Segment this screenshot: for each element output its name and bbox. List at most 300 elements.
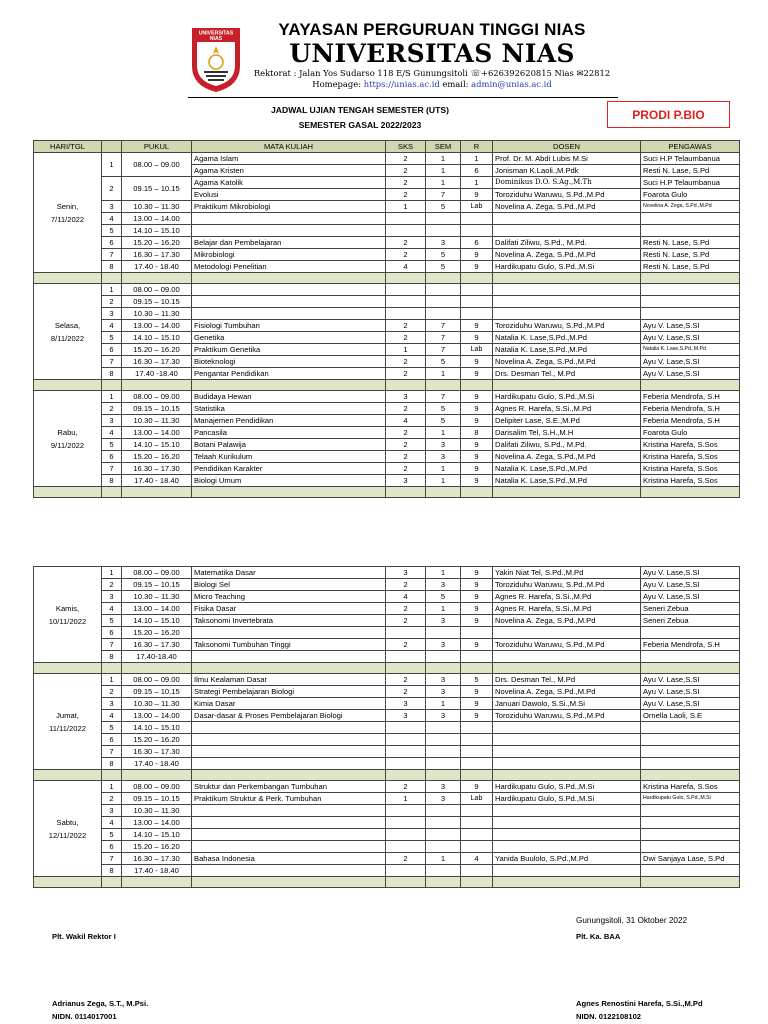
course-sem: 1 (426, 853, 461, 865)
course-sem: 1 (426, 567, 461, 579)
proctor: Foarota Gulo (641, 427, 740, 439)
course-sks: 2 (386, 332, 426, 344)
lecturer (493, 308, 641, 320)
separator-cell (102, 663, 122, 674)
course-room: 9 (461, 332, 493, 344)
lecturer: Dalifati Ziliwu, S.Pd., M.Pd. (493, 237, 641, 249)
slot-number: 8 (102, 758, 122, 770)
course-name (192, 651, 386, 663)
lecturer (493, 734, 641, 746)
slot-number: 5 (102, 829, 122, 841)
course-sem (426, 865, 461, 877)
slot-number: 2 (102, 177, 122, 201)
slot-time: 15.20 – 16.20 (122, 451, 192, 463)
separator-cell (461, 877, 493, 888)
lecturer: Agnes R. Harefa, S.Si.,M.Pd (493, 403, 641, 415)
proctor: Resti N. Lase, S.Pd (641, 249, 740, 261)
course-sem: 7 (426, 320, 461, 332)
separator-cell (192, 487, 386, 498)
table-row (34, 567, 740, 579)
course-name: Mikrobiologi (192, 249, 386, 261)
left-signatory-title: Plt. Wakil Rektor I (52, 932, 116, 941)
lecturer: Toroziduhu Waruwu, S.Pd.,M.Pd (493, 320, 641, 332)
slot-time: 10.30 – 11.30 (122, 415, 192, 427)
separator-cell (192, 877, 386, 888)
course-name (192, 213, 386, 225)
proctor (641, 627, 740, 639)
slot-number: 7 (102, 249, 122, 261)
svg-text:UNIVERSITAS: UNIVERSITAS (198, 30, 234, 37)
proctor: Foarota Gulo (641, 189, 740, 201)
course-sem: 3 (426, 579, 461, 591)
separator-cell (34, 770, 102, 781)
slot-number: 3 (102, 308, 122, 320)
email-link[interactable]: admin@unias.ac.id (471, 79, 552, 89)
course-sem: 5 (426, 356, 461, 368)
lecturer: Yakin Niat Tel, S.Pd.,M.Pd (493, 567, 641, 579)
slot-time: 17.40 - 18.40 (122, 261, 192, 273)
course-sks: 2 (386, 427, 426, 439)
university-logo (188, 26, 244, 94)
slot-number: 5 (102, 332, 122, 344)
slot-number: 4 (102, 603, 122, 615)
slot-time: 16.30 – 17.30 (122, 463, 192, 475)
lecturer: Drs. Desman Tel., M.Pd (493, 674, 641, 686)
course-sks: 2 (386, 153, 426, 165)
lecturer: Jonisman K.Laoli.,M.Pdk (493, 165, 641, 177)
course-sem (426, 841, 461, 853)
slot-number: 2 (102, 296, 122, 308)
table-row (34, 639, 740, 651)
slot-time: 10.30 – 11.30 (122, 591, 192, 603)
course-sem: 3 (426, 674, 461, 686)
slot-number: 7 (102, 746, 122, 758)
lecturer (493, 284, 641, 296)
separator-cell (122, 877, 192, 888)
lecturer: Prof. Dr. M. Abdi Lubis M.Si (493, 153, 641, 165)
course-sks: 2 (386, 686, 426, 698)
course-sem (426, 296, 461, 308)
col-mata-kuliah: MATA KULIAH (192, 141, 386, 153)
slot-time: 13.00 – 14.00 (122, 817, 192, 829)
course-name (192, 734, 386, 746)
course-sem (426, 734, 461, 746)
slot-time: 13.00 – 14.00 (122, 427, 192, 439)
course-name: Dasar-dasar & Proses Pembelajaran Biologi (192, 710, 386, 722)
course-room (461, 841, 493, 853)
course-sks: 2 (386, 853, 426, 865)
separator-cell (493, 877, 641, 888)
proctor (641, 284, 740, 296)
course-room: 9 (461, 189, 493, 201)
slot-time: 14.10 – 15.10 (122, 615, 192, 627)
course-room (461, 734, 493, 746)
table-row (34, 344, 740, 356)
course-room: 9 (461, 567, 493, 579)
lecturer: Toroziduhu Waruwu, S.Pd.,M.Pd (493, 710, 641, 722)
lecturer: Hardikupatu Gulo, S.Pd.,M.Si (493, 391, 641, 403)
course-sem: 7 (426, 344, 461, 356)
slot-time: 08.00 – 09.00 (122, 284, 192, 296)
course-sks (386, 734, 426, 746)
place-date: Gunungsitoli, 31 Oktober 2022 (576, 916, 688, 925)
lecturer: Delipiter Lase, S.E.,M.Pd (493, 415, 641, 427)
proctor: Seneri Zebua (641, 603, 740, 615)
course-sks: 2 (386, 177, 426, 189)
proctor: Dwi Sanjaya Lase, S.Pd (641, 853, 740, 865)
separator-cell (386, 273, 426, 284)
slot-number: 8 (102, 865, 122, 877)
course-sem: 7 (426, 189, 461, 201)
lecturer: Hardikupatu Gulo, S.Pd.,M.Si (493, 261, 641, 273)
slot-number: 6 (102, 451, 122, 463)
separator-cell (122, 663, 192, 674)
course-sks: 3 (386, 710, 426, 722)
slot-number: 3 (102, 698, 122, 710)
course-room: 9 (461, 463, 493, 475)
course-sks: 3 (386, 475, 426, 487)
institution-header (252, 20, 612, 90)
course-name (192, 225, 386, 237)
table-row (34, 698, 740, 710)
lecturer: Natalia K. Lase,S.Pd.,M.Pd (493, 332, 641, 344)
slot-number: 1 (102, 284, 122, 296)
slot-number: 4 (102, 817, 122, 829)
course-sks (386, 829, 426, 841)
table-row (34, 853, 740, 865)
day-date: 9/11/2022 (50, 440, 85, 450)
lecturer: Agnes R. Harefa, S.Si.,M.Pd (493, 603, 641, 615)
course-sks: 2 (386, 603, 426, 615)
course-room: 9 (461, 261, 493, 273)
course-sem: 3 (426, 793, 461, 805)
course-sem (426, 817, 461, 829)
separator-cell (493, 770, 641, 781)
course-name: Telaah Kurikulum (192, 451, 386, 463)
table-row (34, 603, 740, 615)
slot-time: 15.20 – 16.20 (122, 237, 192, 249)
course-room (461, 213, 493, 225)
proctor: Ayu V. Lase,S.SI (641, 567, 740, 579)
separator-cell (493, 487, 641, 498)
day-separator-row (34, 877, 740, 888)
slot-time: 08.00 – 09.00 (122, 674, 192, 686)
proctor (641, 722, 740, 734)
slot-number: 3 (102, 591, 122, 603)
slot-number: 3 (102, 415, 122, 427)
lecturer: Natalia K. Lase,S.Pd.,M.Pd (493, 463, 641, 475)
proctor: Seneri Zebua (641, 615, 740, 627)
course-sks: 1 (386, 793, 426, 805)
slot-number: 5 (102, 722, 122, 734)
course-room (461, 817, 493, 829)
slot-number: 6 (102, 841, 122, 853)
course-room: 9 (461, 781, 493, 793)
schedule-title (250, 103, 470, 133)
separator-cell (386, 770, 426, 781)
proctor (641, 213, 740, 225)
slot-number: 5 (102, 225, 122, 237)
course-name: Pancasila (192, 427, 386, 439)
separator-cell (192, 273, 386, 284)
table-row (34, 201, 740, 213)
course-sks: 2 (386, 189, 426, 201)
course-name: Agama Katolik (192, 177, 386, 189)
course-room (461, 284, 493, 296)
lecturer: Toroziduhu Waruwu, S.Pd.,M.Pd (493, 189, 641, 201)
course-name (192, 722, 386, 734)
course-name: Struktur dan Perkembangan Tumbuhan (192, 781, 386, 793)
separator-cell (192, 663, 386, 674)
table-row (34, 332, 740, 344)
day-date: 8/11/2022 (50, 333, 85, 343)
course-name: Evolusi (192, 189, 386, 201)
lecturer: Yanida Buulolo, S.Pd.,M.Pd (493, 853, 641, 865)
proctor (641, 651, 740, 663)
slot-time: 17.40 - 18.40 (122, 475, 192, 487)
course-name: Botani Palawija (192, 439, 386, 451)
course-name: Taksonomi Tumbuhan Tinggi (192, 639, 386, 651)
slot-time: 10.30 – 11.30 (122, 308, 192, 320)
table-row (34, 463, 740, 475)
separator-cell (461, 273, 493, 284)
table-row (34, 841, 740, 853)
day-separator-row (34, 380, 740, 391)
course-sem: 1 (426, 698, 461, 710)
course-sem: 7 (426, 391, 461, 403)
course-room: 9 (461, 249, 493, 261)
separator-cell (426, 663, 461, 674)
proctor (641, 805, 740, 817)
table-row (34, 710, 740, 722)
proctor (641, 296, 740, 308)
course-name: Agama Islam (192, 153, 386, 165)
course-room: 9 (461, 403, 493, 415)
course-sem (426, 213, 461, 225)
right-signatory-nidn: NIDN. 0122108102 (576, 1012, 642, 1021)
course-sks: 2 (386, 320, 426, 332)
proctor: Novelina A. Zega, S.Pd.,M.Pd (641, 201, 740, 213)
course-name: Micro Teaching (192, 591, 386, 603)
course-name: Biologi Sel (192, 579, 386, 591)
slot-time: 16.30 – 17.30 (122, 249, 192, 261)
table-row (34, 758, 740, 770)
course-name: Pendidikan Karakter (192, 463, 386, 475)
slot-time: 16.30 – 17.30 (122, 853, 192, 865)
contact-line (252, 79, 612, 90)
course-sem: 1 (426, 603, 461, 615)
course-sks: 2 (386, 579, 426, 591)
table-row (34, 415, 740, 427)
course-name: Fisiologi Tumbuhan (192, 320, 386, 332)
course-name: Taksonomi Invertebrata (192, 615, 386, 627)
schedule-table-1 (33, 140, 740, 498)
course-sem (426, 651, 461, 663)
slot-time: 15.20 – 16.20 (122, 734, 192, 746)
course-room (461, 829, 493, 841)
proctor: Kristina Harefa, S.Sos (641, 781, 740, 793)
day-date: 10/11/2022 (48, 616, 87, 626)
proctor: Kristina Harefa, S.Sos (641, 475, 740, 487)
proctor: Ayu V. Lase,S.SI (641, 674, 740, 686)
slot-time: 14.10 – 15.10 (122, 225, 192, 237)
table-row (34, 627, 740, 639)
course-sks (386, 746, 426, 758)
lecturer: Novelina A. Zega, S.Pd.,M.Pd (493, 615, 641, 627)
left-signatory-nidn: NIDN. 0114017001 (52, 1012, 117, 1021)
lecturer (493, 805, 641, 817)
course-name (192, 284, 386, 296)
slot-number: 2 (102, 579, 122, 591)
lecturer: Dominikus D.O. S.Ag.,M.Th (493, 177, 641, 189)
slot-number: 4 (102, 710, 122, 722)
slot-number: 2 (102, 403, 122, 415)
separator-cell (493, 273, 641, 284)
day-cell (34, 781, 102, 877)
slot-number: 4 (102, 427, 122, 439)
address-line: Rektorat : Jalan Yos Sudarso 118 E/S Gunungsitoli ☏+626392620815 Nias ✉22812 (253, 68, 611, 78)
slot-number: 1 (102, 153, 122, 177)
proctor: Feberia Mendrofa, S.H (641, 415, 740, 427)
proctor: Feberia Mendrofa, S.H (641, 639, 740, 651)
course-room: 9 (461, 439, 493, 451)
separator-cell (34, 487, 102, 498)
homepage-label: Homepage: (312, 79, 364, 89)
table-row (34, 225, 740, 237)
table-row (34, 284, 740, 296)
separator-cell (122, 487, 192, 498)
lecturer: Agnes R. Harefa, S.Si.,M.Pd (493, 591, 641, 603)
slot-time: 08.00 – 09.00 (122, 781, 192, 793)
table-row (34, 734, 740, 746)
slot-number: 1 (102, 391, 122, 403)
proctor (641, 817, 740, 829)
slot-number: 5 (102, 439, 122, 451)
slot-time: 16.30 – 17.30 (122, 639, 192, 651)
separator-cell (192, 380, 386, 391)
course-room (461, 758, 493, 770)
course-sks (386, 817, 426, 829)
course-name: Praktikum Genetika (192, 344, 386, 356)
course-name (192, 758, 386, 770)
course-name (192, 817, 386, 829)
table-row (34, 615, 740, 627)
course-room: 9 (461, 591, 493, 603)
proctor (641, 829, 740, 841)
course-sks: 2 (386, 237, 426, 249)
table-row (34, 651, 740, 663)
table-row (34, 308, 740, 320)
proctor: Kristina Harefa, S.Sos (641, 451, 740, 463)
course-sem: 3 (426, 439, 461, 451)
table-row (34, 579, 740, 591)
slot-number: 8 (102, 475, 122, 487)
course-room: 1 (461, 177, 493, 189)
course-sks (386, 758, 426, 770)
course-sks (386, 213, 426, 225)
lecturer: Drs. Desman Tel., M.Pd (493, 368, 641, 380)
proctor (641, 308, 740, 320)
course-room: 1 (461, 153, 493, 165)
course-sem: 3 (426, 615, 461, 627)
course-room: 8 (461, 427, 493, 439)
slot-time: 14.10 – 15.10 (122, 332, 192, 344)
course-room: 4 (461, 853, 493, 865)
course-name: Biologi Umum (192, 475, 386, 487)
course-sem (426, 829, 461, 841)
separator-cell (461, 380, 493, 391)
course-sem: 3 (426, 686, 461, 698)
course-sks: 4 (386, 415, 426, 427)
course-room: 9 (461, 475, 493, 487)
course-room (461, 627, 493, 639)
homepage-link[interactable]: https://unias.ac.id (363, 79, 440, 89)
table-row (34, 865, 740, 877)
course-name (192, 865, 386, 877)
course-room: 9 (461, 615, 493, 627)
day-cell (34, 284, 102, 380)
day-cell (34, 153, 102, 273)
course-room: Lab (461, 201, 493, 213)
separator-cell (192, 770, 386, 781)
slot-time: 15.20 – 16.20 (122, 841, 192, 853)
separator-cell (102, 380, 122, 391)
separator-cell (426, 273, 461, 284)
slot-time: 13.00 – 14.00 (122, 320, 192, 332)
course-sem: 7 (426, 332, 461, 344)
course-sem: 1 (426, 153, 461, 165)
course-name: Metodologi Penelitian (192, 261, 386, 273)
proctor: Kristina Harefa, S.Sos (641, 463, 740, 475)
proctor: Ayu V. Lase,S.SI (641, 356, 740, 368)
table-header-row (34, 141, 740, 153)
separator-cell (641, 487, 740, 498)
email-label: email: (439, 79, 472, 89)
slot-number: 8 (102, 651, 122, 663)
separator-cell (102, 487, 122, 498)
course-sem: 5 (426, 201, 461, 213)
separator-cell (386, 877, 426, 888)
slot-number: 3 (102, 805, 122, 817)
slot-time: 08.00 – 09.00 (122, 153, 192, 177)
course-name: Kimia Dasar (192, 698, 386, 710)
course-room: 9 (461, 356, 493, 368)
slot-number: 6 (102, 627, 122, 639)
table-row (34, 237, 740, 249)
left-signatory-name: Adrianus Zega, S.T., M.Psi. (52, 999, 149, 1008)
table-row (34, 817, 740, 829)
slot-time: 17.40 -18.40 (122, 368, 192, 380)
separator-cell (122, 273, 192, 284)
slot-time: 09.15 – 10.15 (122, 403, 192, 415)
course-sem: 3 (426, 639, 461, 651)
slot-time: 14.10 – 15.10 (122, 722, 192, 734)
course-name: Agama Kristen (192, 165, 386, 177)
lecturer (493, 758, 641, 770)
course-name (192, 805, 386, 817)
slot-time: 16.30 – 17.30 (122, 356, 192, 368)
course-room: 9 (461, 451, 493, 463)
table-row (34, 177, 740, 189)
day-date: 12/11/2022 (48, 830, 87, 840)
separator-cell (426, 877, 461, 888)
course-room: 9 (461, 320, 493, 332)
proctor: Ayu V. Lase,S.SI (641, 698, 740, 710)
table-row (34, 261, 740, 273)
separator-cell (641, 877, 740, 888)
proctor: Feberia Mendrofa, S.H (641, 403, 740, 415)
slot-time: 08.00 – 09.00 (122, 391, 192, 403)
